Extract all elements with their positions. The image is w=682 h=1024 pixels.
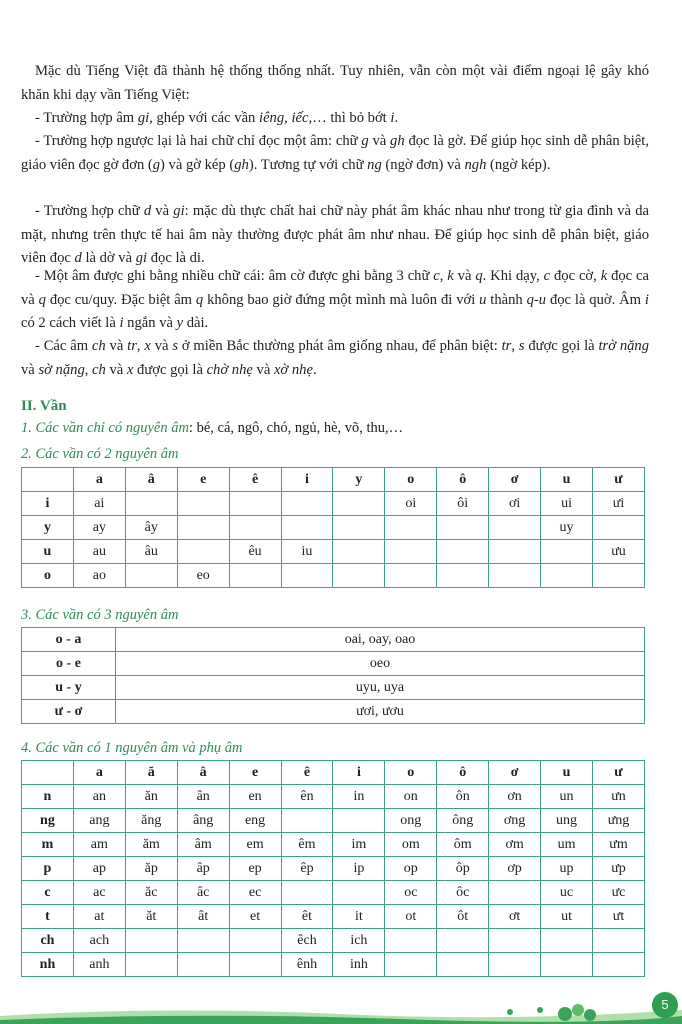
table-cell	[281, 492, 333, 516]
header-cell: p	[22, 857, 74, 881]
table-cell: ưu	[592, 540, 644, 564]
table-cell: ai	[73, 492, 125, 516]
table-row	[22, 833, 645, 857]
table-cell	[177, 492, 229, 516]
header-cell: â	[125, 468, 177, 492]
header-cell: a	[73, 468, 125, 492]
three-vowel-table	[21, 627, 645, 724]
table-cell: ât	[177, 905, 229, 929]
header-cell: a	[73, 761, 125, 785]
table-cell	[125, 929, 177, 953]
table-cell: ip	[333, 857, 385, 881]
table-cell: ôn	[437, 785, 489, 809]
table-cell	[437, 564, 489, 588]
table-row	[22, 676, 645, 700]
table-cell: ang	[73, 809, 125, 833]
two-vowel-table	[21, 467, 645, 588]
table-cell: âm	[177, 833, 229, 857]
header-cell	[22, 468, 74, 492]
table-cell	[437, 929, 489, 953]
vowel-consonant-table	[21, 760, 645, 977]
table-cell: ui	[541, 492, 593, 516]
header-cell: c	[22, 881, 74, 905]
table-cell: au	[73, 540, 125, 564]
header-cell: n	[22, 785, 74, 809]
table-cell: ơn	[489, 785, 541, 809]
table-cell: oeo	[116, 652, 645, 676]
table-cell	[333, 540, 385, 564]
header-cell: i	[281, 468, 333, 492]
table-cell: im	[333, 833, 385, 857]
table-cell: ut	[541, 905, 593, 929]
header-cell: e	[229, 761, 281, 785]
table-row	[22, 785, 645, 809]
table-cell	[229, 929, 281, 953]
header-cell: ê	[281, 761, 333, 785]
table-row	[22, 652, 645, 676]
header-cell: ă	[125, 761, 177, 785]
table-cell: uyu, uya	[116, 676, 645, 700]
table-cell: in	[333, 785, 385, 809]
header-cell: u	[22, 540, 74, 564]
header-cell: o	[22, 564, 74, 588]
table-cell	[229, 516, 281, 540]
table-cell: ên	[281, 785, 333, 809]
subsection-3-title: 3. Các vần có 3 nguyên âm	[21, 607, 179, 623]
table-cell: inh	[333, 953, 385, 977]
table-cell: em	[229, 833, 281, 857]
header-cell: â	[177, 761, 229, 785]
table-cell	[333, 881, 385, 905]
section-title: II. Vần	[21, 398, 67, 414]
header-cell: nh	[22, 953, 74, 977]
table-cell: up	[541, 857, 593, 881]
rule-gi: - Trường hợp âm gi, ghép với các vần iêng, iếc,… thì bỏ bớt i.	[35, 110, 399, 126]
header-cell	[22, 761, 74, 785]
table-cell	[281, 564, 333, 588]
table-cell: iu	[281, 540, 333, 564]
table-row	[22, 809, 645, 833]
table-cell: ơng	[489, 809, 541, 833]
table-cell	[125, 564, 177, 588]
table-cell: ơp	[489, 857, 541, 881]
table-cell: ăn	[125, 785, 177, 809]
table-cell	[385, 929, 437, 953]
table-cell	[437, 516, 489, 540]
table-cell	[177, 516, 229, 540]
rule-c-k-q: - Một âm được ghi bằng nhiều chữ cái: âm cờ được ghi bằng 3 chữ c, k và q. Khi dạy, c đọc cờ, k đọc ca và q đọc cu/quy. Đặc biệt âm q không bao giờ đứng một mình mà luôn đi với u thành q-u đọc là quờ. Âm i có 2 cách viết là i ngắn và y dài.	[21, 268, 649, 331]
table-cell: âu	[125, 540, 177, 564]
header-cell: ư - ơ	[22, 700, 116, 724]
table-row	[22, 540, 645, 564]
rule-g-gh: - Trường hợp ngược lại là hai chữ chỉ đọc một âm: chữ g và gh đọc là gờ. Để giúp học sinh dễ phân biệt, giáo viên đọc gờ đơn (g) và gờ kép (gh). Tương tự với chữ ng (ngờ đơn) và ngh (ngờ kép).	[21, 133, 649, 173]
table-cell: ơt	[489, 905, 541, 929]
rule-ch-tr-x-s: - Các âm ch và tr, x và s ở miền Bắc thường phát âm giống nhau, để phân biệt: tr, s được gọi là trờ nặng và sờ nặng, ch và x được gọi là chờ nhẹ và xờ nhẹ.	[21, 338, 650, 378]
table-cell: ươi, ươu	[116, 700, 645, 724]
table-cell: ong	[385, 809, 437, 833]
table-cell: om	[385, 833, 437, 857]
header-cell: ô	[437, 761, 489, 785]
table-cell: ân	[177, 785, 229, 809]
table-cell	[281, 809, 333, 833]
table-cell: ưc	[592, 881, 644, 905]
table-cell	[489, 540, 541, 564]
table-cell: oai, oay, oao	[116, 628, 645, 652]
table-header-row	[22, 468, 645, 492]
table-cell	[592, 516, 644, 540]
table-header-row	[22, 761, 645, 785]
table-cell: ăm	[125, 833, 177, 857]
table-cell	[333, 564, 385, 588]
table-row	[22, 700, 645, 724]
table-cell: êch	[281, 929, 333, 953]
table-cell	[541, 929, 593, 953]
table-cell: ao	[73, 564, 125, 588]
intro-paragraph: Mặc dù Tiếng Việt đã thành hệ thống thống nhất. Tuy nhiên, vẫn còn một vài điểm ngoại lệ gây khó khăn khi dạy vần Tiếng Việt:	[21, 63, 649, 103]
table-cell: ưng	[592, 809, 644, 833]
table-cell: ưm	[592, 833, 644, 857]
table-row	[22, 492, 645, 516]
subsection-2-title: 2. Các vần có 2 nguyên âm	[21, 446, 179, 462]
header-cell: u - y	[22, 676, 116, 700]
header-cell: u	[541, 761, 593, 785]
table-cell	[385, 953, 437, 977]
table-cell	[177, 540, 229, 564]
table-cell	[385, 516, 437, 540]
table-cell: ac	[73, 881, 125, 905]
table-cell: âc	[177, 881, 229, 905]
table-cell: ec	[229, 881, 281, 905]
table-cell: êu	[229, 540, 281, 564]
header-cell: e	[177, 468, 229, 492]
table-cell	[177, 953, 229, 977]
table-cell	[125, 492, 177, 516]
table-cell: eng	[229, 809, 281, 833]
table-cell: ôc	[437, 881, 489, 905]
table-cell: êm	[281, 833, 333, 857]
header-cell: o	[385, 761, 437, 785]
table-cell: ênh	[281, 953, 333, 977]
table-cell: eo	[177, 564, 229, 588]
table-cell	[385, 564, 437, 588]
table-cell: it	[333, 905, 385, 929]
table-cell	[541, 564, 593, 588]
header-cell: i	[333, 761, 385, 785]
header-cell: ng	[22, 809, 74, 833]
table-cell: âp	[177, 857, 229, 881]
header-cell: ô	[437, 468, 489, 492]
table-cell: ich	[333, 929, 385, 953]
table-row	[22, 905, 645, 929]
table-cell: ep	[229, 857, 281, 881]
table-cell	[541, 953, 593, 977]
table-cell	[333, 809, 385, 833]
page-number: 5	[652, 992, 678, 1018]
table-cell: ap	[73, 857, 125, 881]
header-cell: ơ	[489, 468, 541, 492]
table-row	[22, 953, 645, 977]
table-cell: op	[385, 857, 437, 881]
table-cell: ưp	[592, 857, 644, 881]
table-cell	[437, 953, 489, 977]
rule-d-gi: - Trường hợp chữ d và gi: mặc dù thực chất hai chữ này phát âm khác nhau như trong từ gia đình và da mặt, nhưng trên thực tế hai âm này thường được phát âm như nhau. Để giúp học sinh dễ phân biệt, giáo viên đọc d là dờ và gi đọc là di.	[21, 203, 649, 266]
table-cell: ơi	[489, 492, 541, 516]
table-row	[22, 857, 645, 881]
header-cell: o	[385, 468, 437, 492]
table-cell: ưi	[592, 492, 644, 516]
header-cell: ư	[592, 468, 644, 492]
table-cell: ung	[541, 809, 593, 833]
table-cell: ăp	[125, 857, 177, 881]
table-cell	[177, 929, 229, 953]
header-cell: u	[541, 468, 593, 492]
table-cell	[229, 492, 281, 516]
header-cell: o - e	[22, 652, 116, 676]
table-row	[22, 881, 645, 905]
table-cell	[229, 564, 281, 588]
table-cell: ơm	[489, 833, 541, 857]
table-cell: ăt	[125, 905, 177, 929]
table-cell: ach	[73, 929, 125, 953]
table-cell: ôp	[437, 857, 489, 881]
table-cell: oi	[385, 492, 437, 516]
table-cell: un	[541, 785, 593, 809]
table-cell	[333, 492, 385, 516]
header-cell: t	[22, 905, 74, 929]
table-cell: âng	[177, 809, 229, 833]
table-cell: anh	[73, 953, 125, 977]
table-row	[22, 929, 645, 953]
header-cell: ch	[22, 929, 74, 953]
table-cell: êt	[281, 905, 333, 929]
table-cell: ưt	[592, 905, 644, 929]
table-cell: oc	[385, 881, 437, 905]
table-cell: ăng	[125, 809, 177, 833]
table-cell: et	[229, 905, 281, 929]
header-cell: ơ	[489, 761, 541, 785]
table-row	[22, 516, 645, 540]
table-cell: ưn	[592, 785, 644, 809]
table-cell: ây	[125, 516, 177, 540]
table-cell	[125, 953, 177, 977]
table-cell: ông	[437, 809, 489, 833]
table-cell	[489, 929, 541, 953]
table-cell	[489, 953, 541, 977]
table-cell	[489, 516, 541, 540]
header-cell: ê	[229, 468, 281, 492]
table-cell: um	[541, 833, 593, 857]
table-cell: ôt	[437, 905, 489, 929]
table-row	[22, 628, 645, 652]
table-cell: am	[73, 833, 125, 857]
header-cell: m	[22, 833, 74, 857]
table-cell: uy	[541, 516, 593, 540]
header-cell: i	[22, 492, 74, 516]
table-cell	[592, 953, 644, 977]
header-cell: y	[333, 468, 385, 492]
table-cell: êp	[281, 857, 333, 881]
header-cell: o - a	[22, 628, 116, 652]
table-cell	[281, 516, 333, 540]
table-cell: on	[385, 785, 437, 809]
table-cell	[437, 540, 489, 564]
table-cell: ôm	[437, 833, 489, 857]
table-cell: ăc	[125, 881, 177, 905]
table-cell	[281, 881, 333, 905]
subsection-4-title: 4. Các vần có 1 nguyên âm và phụ âm	[21, 740, 243, 756]
header-cell: y	[22, 516, 74, 540]
table-cell: an	[73, 785, 125, 809]
subsection-1: 1. Các vần chỉ có nguyên âm: bé, cá, ngô, chó, ngủ, hè, võ, thu,…	[21, 420, 404, 436]
table-cell	[592, 564, 644, 588]
table-cell	[541, 540, 593, 564]
header-cell: ư	[592, 761, 644, 785]
table-cell: ay	[73, 516, 125, 540]
table-cell: ôi	[437, 492, 489, 516]
table-cell: at	[73, 905, 125, 929]
table-cell	[385, 540, 437, 564]
footer-wave	[0, 1002, 682, 1024]
table-cell	[489, 881, 541, 905]
table-cell	[229, 953, 281, 977]
table-row	[22, 564, 645, 588]
table-cell: ot	[385, 905, 437, 929]
table-cell	[333, 516, 385, 540]
table-cell	[592, 929, 644, 953]
table-cell: en	[229, 785, 281, 809]
table-cell: uc	[541, 881, 593, 905]
table-cell	[489, 564, 541, 588]
